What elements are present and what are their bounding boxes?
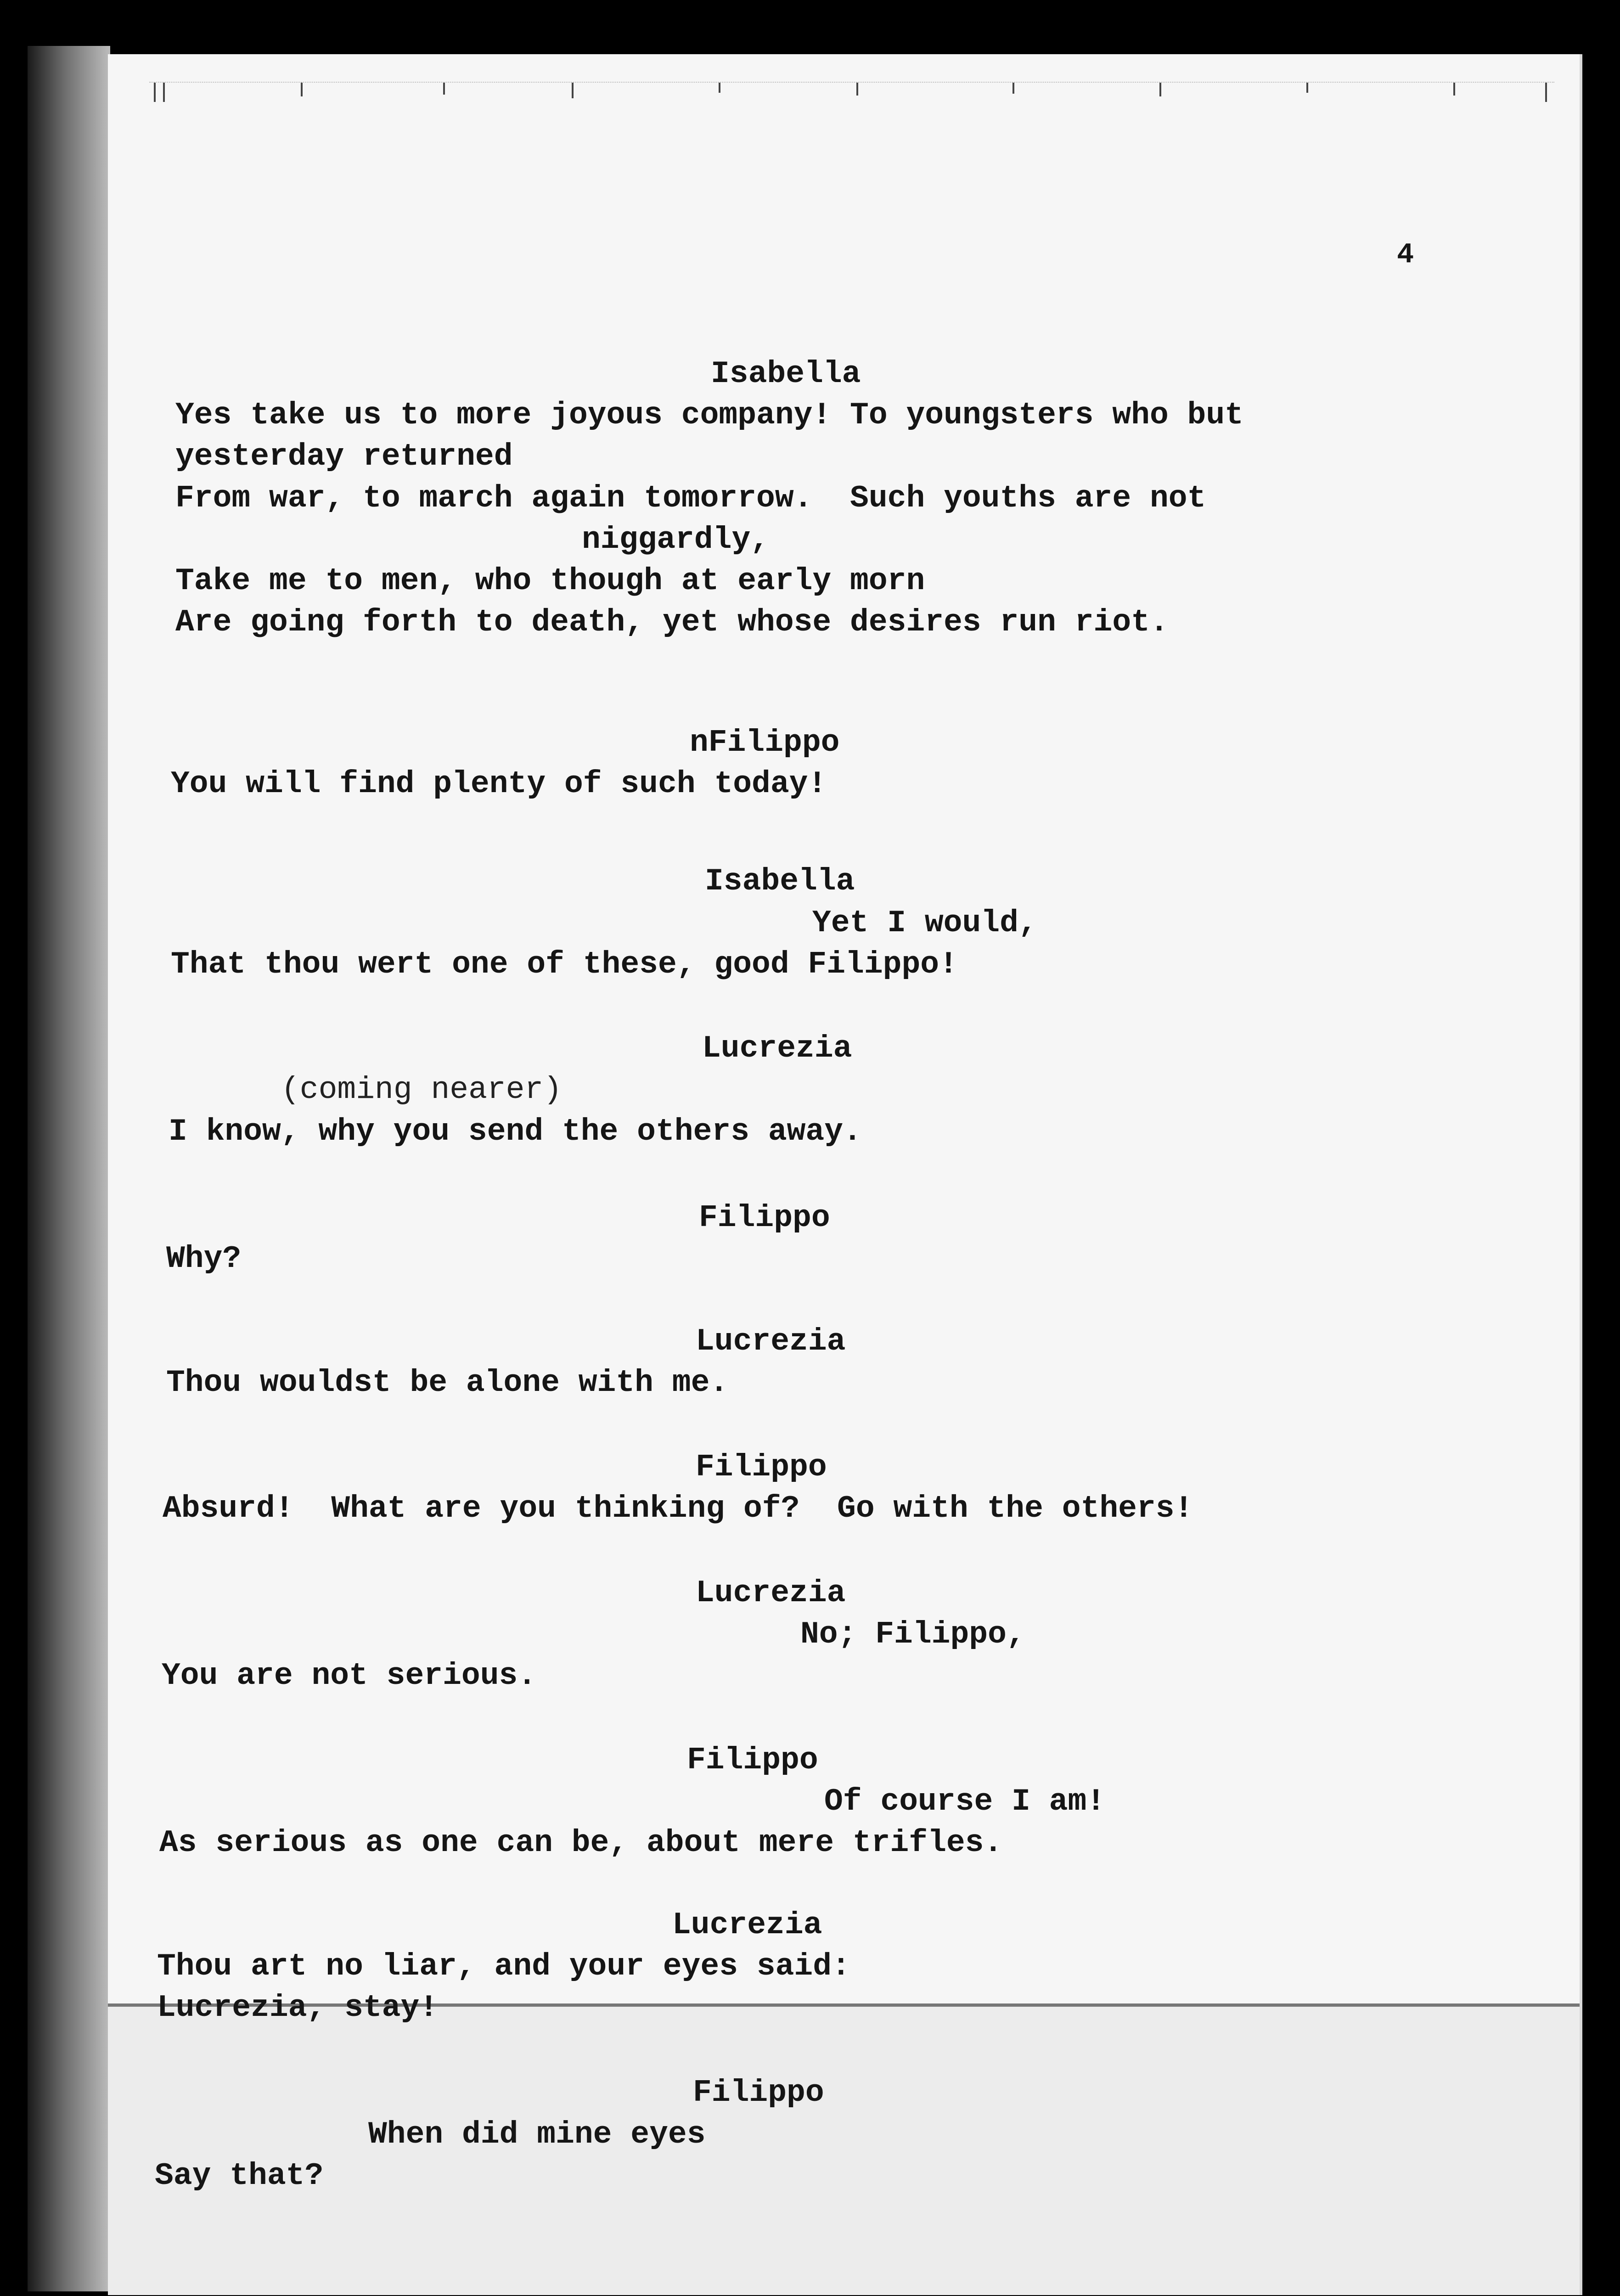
dialogue-line: Thou wouldst be alone with me. <box>166 1365 729 1401</box>
stage-direction: (coming nearer) <box>281 1072 562 1108</box>
dialogue-line: You will find plenty of such today! <box>171 766 827 802</box>
dialogue-line: Thou art no liar, and your eyes said: <box>157 1949 850 1984</box>
dialogue-line: Yes take us to more joyous company! To youngsters who but <box>175 398 1243 433</box>
speaker-name: Lucrezia <box>696 1324 846 1359</box>
speaker-name: Filippo <box>696 1450 827 1485</box>
speaker-name: nFilippo <box>690 725 840 760</box>
dialogue-line: When did mine eyes <box>368 2117 706 2152</box>
speaker-name: Lucrezia <box>702 1031 852 1066</box>
dialogue-line: Of course I am! <box>824 1784 1106 1819</box>
dialogue-line: Why? <box>166 1241 242 1277</box>
speaker-name: Lucrezia <box>672 1908 822 1943</box>
dialogue-line: No; Filippo, <box>800 1617 1025 1652</box>
dialogue-line: Are going forth to death, yet whose desires run riot. <box>175 605 1169 640</box>
page-edge-shadow <box>28 46 110 2291</box>
speaker-name: Lucrezia <box>696 1576 846 1611</box>
speaker-name: Isabella <box>705 864 855 899</box>
dialogue-line: That thou wert one of these, good Filippo! <box>171 947 958 982</box>
speaker-name: Filippo <box>699 1200 830 1236</box>
dialogue-line: I know, why you send the others away. <box>169 1114 862 1149</box>
dialogue-line: yesterday returned <box>175 439 513 474</box>
dialogue-line: You are not serious. <box>162 1658 537 1694</box>
dialogue-line: Yet I would, <box>812 906 1037 941</box>
speaker-name: Filippo <box>687 1743 818 1778</box>
punch-marks <box>149 82 1554 110</box>
typescript-sheet <box>108 54 1582 2295</box>
folded-lower-strip <box>108 2007 1580 2295</box>
dialogue-line: Absurd! What are you thinking of? Go with the others! <box>163 1491 1193 1526</box>
dialogue-line: Take me to men, who though at early morn <box>175 563 925 599</box>
dialogue-line: Say that? <box>155 2158 324 2194</box>
dialogue-line: From war, to march again tomorrow. Such youths are not <box>175 481 1206 516</box>
speaker-name: Filippo <box>693 2075 824 2110</box>
page-number: 4 <box>1397 238 1414 271</box>
dialogue-line: Lucrezia, stay! <box>157 1990 439 2026</box>
dialogue-line: As serious as one can be, about mere trifles. <box>159 1825 1003 1861</box>
dialogue-line: niggardly, <box>582 522 770 557</box>
speaker-name: Isabella <box>711 356 861 392</box>
